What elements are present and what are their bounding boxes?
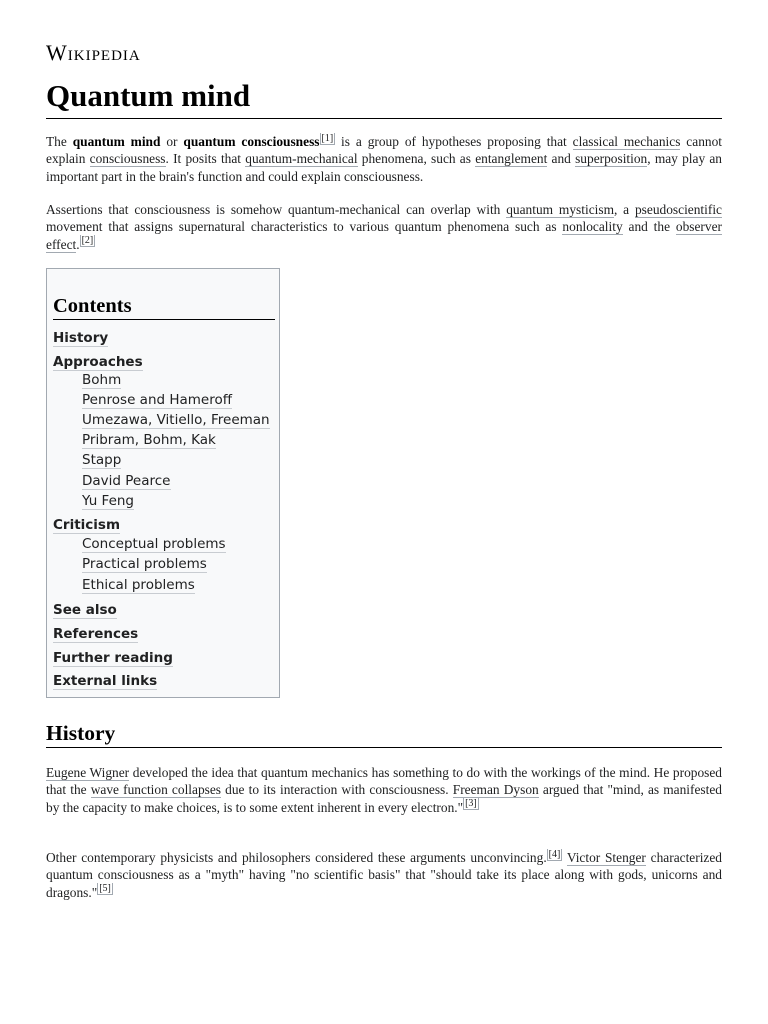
toc-item-further-reading[interactable]: Further reading: [53, 650, 173, 666]
history-paragraph-1: Eugene Wigner developed the idea that quantum mechanics has something to do with the workings of the mind. He proposed that the wave function collapses due to its interaction with consciousness. Freeman Dyson argued that "mind, as manifested by the capacity to make choices, is to some extent inherent in every electron." [3]: [46, 765, 723, 815]
toc-title: Contents: [53, 294, 275, 320]
link-eugene-wigner[interactable]: Eugene Wigner: [46, 765, 130, 780]
toc-item-yu-feng[interactable]: Yu Feng: [82, 493, 135, 509]
toc-item-conceptual-problems[interactable]: Conceptual problems: [82, 536, 226, 552]
table-of-contents: [46, 268, 280, 698]
toc-item-criticism[interactable]: Criticism: [53, 517, 121, 533]
toc-item-pribram[interactable]: Pribram, Bohm, Kak: [82, 432, 216, 448]
toc-item-practical-problems[interactable]: Practical problems: [82, 556, 207, 572]
page-title: Quantum mind: [46, 76, 722, 119]
intro-paragraph-1: The quantum mind or quantum consciousness [1] is a group of hypotheses proposing that classical mechanics cannot explain consciousness. It posits that quantum-mechanical phenomena, such as entanglement and superposition, may play an important part in the brain's function and could explain consciousness.: [46, 132, 723, 184]
toc-item-bohm[interactable]: Bohm: [82, 372, 122, 388]
link-freeman-dyson[interactable]: Freeman Dyson: [452, 782, 539, 798]
citation-3[interactable]: [3]: [465, 798, 477, 810]
link-quantum-mysticism[interactable]: quantum mysticism: [506, 202, 614, 217]
link-pseudoscientific[interactable]: pseudoscientific: [634, 202, 722, 217]
link-victor-stenger[interactable]: Victor Stenger: [566, 850, 646, 865]
toc-item-umezawa[interactable]: Umezawa, Vitiello, Freeman: [82, 412, 270, 428]
toc-item-penrose-hameroff[interactable]: Penrose and Hameroff: [82, 392, 233, 408]
bold-term-quantum-consciousness: quantum consciousness: [183, 134, 320, 149]
toc-item-see-also[interactable]: See also: [53, 602, 117, 618]
history-paragraph-2: Other contemporary physicists and philosophers considered these arguments unconvincing. [4] Victor Stenger characterized quantum consciousness as a "myth" having "no scientific basis" that "should take its place along with gods, unicorns and dragons." [5]: [46, 848, 723, 900]
toc-item-david-pearce[interactable]: David Pearce: [82, 473, 171, 489]
toc-item-ethical-problems[interactable]: Ethical problems: [82, 577, 195, 593]
link-consciousness[interactable]: consciousness: [89, 151, 166, 167]
bold-term-quantum-mind: quantum mind: [72, 134, 161, 149]
toc-item-external-links[interactable]: External links: [53, 673, 158, 689]
citation-5[interactable]: [5]: [99, 883, 111, 895]
intro-paragraph-2: Assertions that consciousness is somehow quantum-mechanical can overlap with quantum mysticism, a pseudoscientific movement that assigns supernatural characteristics to various quantum phenomena such as nonlocality and the observer effect. [2]: [46, 202, 722, 252]
toc-item-history[interactable]: History: [53, 330, 109, 346]
citation-2[interactable]: [2]: [81, 235, 94, 247]
citation-1[interactable]: [1]: [321, 132, 334, 144]
toc-item-approaches[interactable]: Approaches: [53, 354, 143, 370]
wikipedia-wordmark[interactable]: Wikipedia: [46, 40, 141, 65]
toc-item-stapp[interactable]: Stapp: [82, 452, 122, 468]
section-heading-history: History: [46, 720, 722, 748]
link-observer-effect[interactable]: observer effect: [46, 219, 722, 252]
link-superposition[interactable]: superposition: [575, 151, 648, 167]
link-classical-mechanics[interactable]: classical mechanics: [572, 134, 681, 149]
link-quantum-mechanical[interactable]: quantum-mechanical: [245, 151, 358, 167]
link-entanglement[interactable]: entanglement: [475, 151, 548, 167]
link-wave-function-collapse[interactable]: wave function collapses: [90, 782, 222, 798]
citation-4[interactable]: [4]: [548, 848, 561, 860]
link-nonlocality[interactable]: nonlocality: [562, 219, 623, 235]
toc-item-references[interactable]: References: [53, 626, 139, 642]
